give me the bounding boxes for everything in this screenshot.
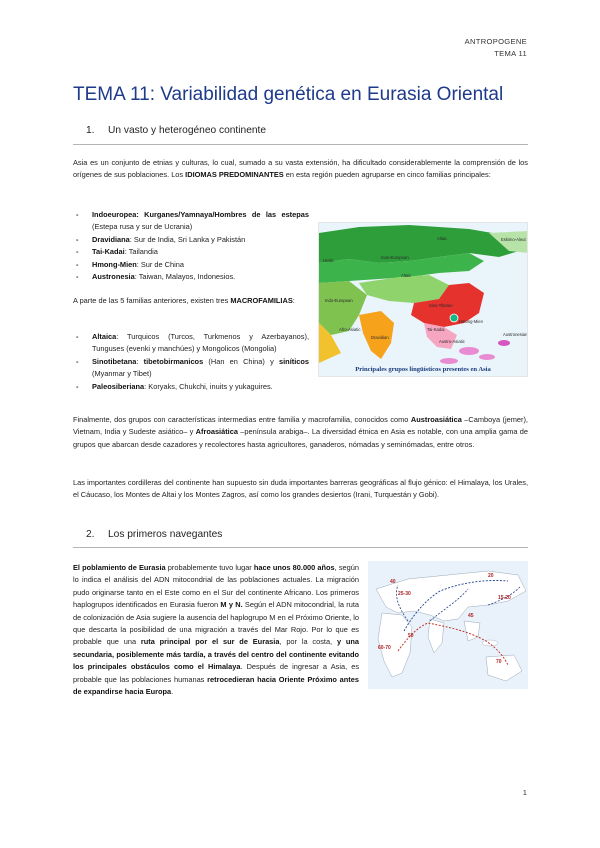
page-header — [465, 36, 527, 60]
family-desc: (Myanmar y Tibet) — [92, 369, 152, 379]
emphasis: retrocedieran hacia Oriente Próximo antes de expandirse hacia Europa — [73, 674, 359, 697]
emphasis: El poblamiento de Eurasia — [73, 563, 166, 572]
emphasis: MACROFAMILIAS — [230, 296, 293, 305]
emphasis: Austroasiática — [410, 415, 462, 424]
header-topic: TEMA 11 — [494, 49, 527, 58]
family-name: Paleosiberiana — [92, 381, 145, 391]
route-label: 15-20 — [498, 595, 511, 601]
family-name: Hmong-Mien — [92, 259, 137, 269]
macrofamilies-list — [73, 331, 309, 393]
text: , por la costa, — [279, 637, 337, 647]
list-item — [73, 356, 309, 381]
family-desc: (Han en China) y — [203, 356, 280, 366]
map-label: Altaic — [401, 273, 412, 278]
map-label: Eskimo-Aleut — [501, 237, 526, 242]
map-label: Austro-Asiatic — [439, 339, 465, 344]
text: –península arabiga–. La diversidad étnica en Asia es notable, con una amplia gama de grupos que abarcan desde cazadores y recolectores hasta agricultores, ganaderos, nómadas y seminómadas, entre otros. — [73, 427, 528, 449]
text: A parte de las 5 familias anteriores, existen tres — [73, 296, 231, 305]
map-label: Indo-European — [381, 255, 409, 260]
text: –Camboya (jemer), Vietnam, India y Sudeste asiático– y — [73, 415, 528, 437]
route-label: 60-70 — [378, 645, 391, 651]
text: Finalmente, dos grupos con características intermedias entre familia y macrofamilia, conocidos como — [73, 415, 411, 424]
family-desc: : Taiwan, Malayos, Indonesios. — [134, 272, 236, 282]
family-name: Dravidiana — [92, 234, 130, 244]
map-label: Uralic — [323, 258, 334, 263]
map-label: Altaic — [437, 236, 448, 241]
paragraph-mountains: Las importantes cordilleras del continente han supuesto sin duda importantes barreras geográficas al flujo génico: el Himalaya, los Urales, el Cáucaso, los Montes de Altai y los Montes Zagros, así como los grandes desiertos (Irani, Turquestán y Gobi). — [73, 478, 528, 500]
paragraph-navegantes — [73, 562, 359, 698]
map-label: Tai-Kadai — [427, 327, 445, 332]
intro-paragraph — [73, 157, 528, 182]
section-heading-1 — [86, 125, 266, 136]
family-desc: : Sur de China — [136, 259, 184, 269]
list-item — [73, 209, 309, 234]
family-name: siníticos — [279, 356, 309, 366]
text: probablemente tuvo lugar — [165, 563, 254, 572]
list-item — [73, 331, 309, 356]
asia-language-map — [318, 222, 528, 377]
route-label: 70 — [496, 659, 502, 665]
family-desc: : Sur de India, Sri Lanka y Pakistán — [129, 234, 246, 244]
map-label: Afro-Asiatic — [339, 327, 361, 332]
family-name: tibetobirmanicos — [143, 356, 204, 366]
list-item — [73, 234, 309, 246]
emphasis: IDIOMAS PREDOMINANTES — [185, 170, 284, 180]
route-label: 45 — [468, 613, 474, 619]
map-caption: Principales grupos lingüísticos presentes en Asia — [355, 366, 491, 373]
emphasis: y una secundaria, posiblemente más tardía, a través del centro del continente evitando los principales obstáculos como el Himalaya — [73, 637, 360, 672]
map-label: Sino-Tibetan — [429, 303, 453, 308]
section-divider — [73, 547, 528, 548]
emphasis: hace unos 80.000 años — [253, 563, 335, 572]
family-name: Indoeuropea: Kurganes/Yamnaya/Hombres de las estepas — [92, 210, 309, 219]
family-name: Tai-Kadai — [92, 247, 125, 257]
family-name: Sinotibetana — [92, 356, 137, 366]
text: , según lo indica el análisis del ADN mitocondrial de las poblaciones actuales. La migración pudo originarse tanto en el Este como en el Sur del continente Africano. Los primeros haplogrupos identificados en Eurasia fueron — [73, 563, 359, 610]
emphasis: ruta principal por el sur de Eurasia — [140, 637, 280, 647]
language-families-list — [73, 209, 309, 283]
paragraph-families — [73, 414, 528, 451]
map-label: Hmong-Mien — [459, 319, 483, 324]
text: : — [292, 296, 295, 305]
family-name: Altaica — [92, 332, 117, 341]
route-label: 25-30 — [398, 591, 411, 597]
family-desc: : — [136, 356, 144, 366]
migration-map — [368, 561, 528, 689]
section-heading-2 — [86, 529, 222, 540]
map-label: Austronesian — [503, 332, 528, 337]
macro-intro — [73, 295, 309, 307]
family-desc: : Turquicos (Turcos, Turkmenos y Azerbayanos), Tunguses (evenki y manchúes) y Mongolicos (Mongolia) — [92, 332, 309, 354]
section-title: Un vasto y heterogéneo continente — [108, 125, 267, 136]
route-label: 40 — [390, 579, 396, 585]
list-item — [73, 381, 309, 393]
page-number: 1 — [522, 788, 527, 797]
page-title: TEMA 11: Variabilidad genética en Eurasia Oriental — [73, 84, 504, 105]
family-desc: : Koryaks, Chukchi, inuits y yukaguires. — [144, 381, 273, 391]
family-desc: (Estepa rusa y sur de Ucrania) — [92, 222, 193, 232]
family-desc: : Tailandia — [124, 247, 158, 257]
section-number: 2. — [86, 529, 95, 540]
emphasis: M y N. — [220, 600, 243, 610]
text: en esta región pueden agruparse en cinco familias principales: — [283, 170, 491, 180]
route-label: 20 — [488, 573, 494, 579]
text: Según el ADN mitocondrial, la ruta de colonización de Asia sugiere la ausencia del haplogrupo M en el Próximo Oriente, lo que descarta la posibilidad de una migración a través del Mar Rojo. Por lo que es probable que una — [73, 600, 359, 647]
section-divider — [73, 144, 528, 145]
section-number: 1. — [86, 125, 95, 136]
route-label: 50 — [408, 633, 414, 639]
family-name: Austronesia — [92, 272, 135, 282]
list-item — [73, 271, 309, 283]
text: . Después de ingresar a Asia, es probable que las poblaciones humanas — [73, 662, 360, 684]
list-item — [73, 246, 309, 258]
list-item — [73, 259, 309, 271]
text: Asia es un conjunto de etnias y culturas, lo cual, sumado a su vasta extensión, ha dificultado considerablemente la comprensión de los orígenes de sus poblaciones. Los — [73, 158, 528, 180]
map-label: Dravidian — [371, 335, 389, 340]
map-label: Indo-European — [325, 298, 353, 303]
emphasis: Afroasiática — [195, 427, 238, 437]
section-title: Los primeros navegantes — [108, 529, 223, 540]
header-subject: ANTROPOGENE — [464, 37, 527, 46]
text: . — [171, 687, 174, 697]
